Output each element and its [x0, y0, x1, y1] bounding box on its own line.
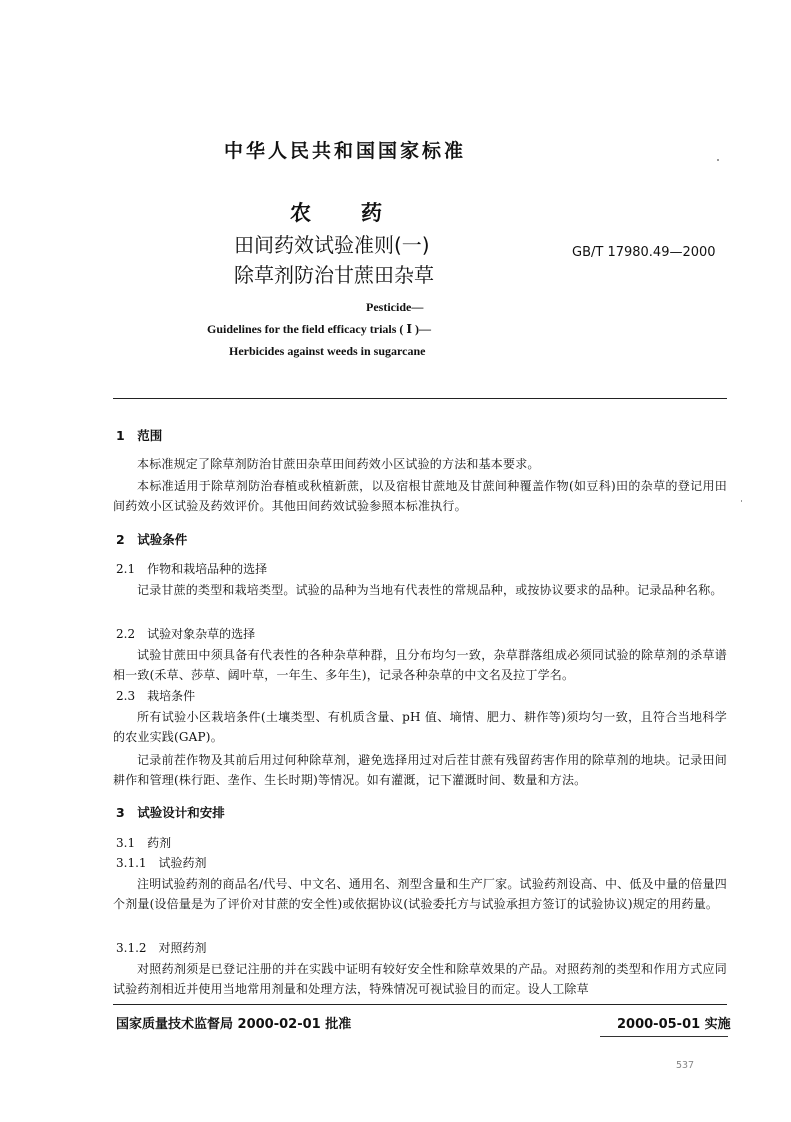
implementation-date: 2000-05-01 实施: [617, 1017, 731, 1032]
section-1-heading: 1 范围: [116, 428, 163, 443]
approval-date: 国家质量技术监督局 2000-02-01 批准: [116, 1017, 352, 1032]
section-2-1-heading: 2.1 作物和栽培品种的选择: [116, 562, 268, 576]
section-3-1-heading: 3.1 药剂: [116, 836, 172, 850]
title-char-b: 药: [361, 201, 382, 225]
section-2-heading: 2 试验条件: [116, 532, 188, 547]
section-2-3-heading: 2.3 栽培条件: [116, 689, 196, 703]
page-number: 537: [676, 1060, 695, 1071]
title-line-1: [290, 197, 382, 227]
footer-divider: [113, 1004, 727, 1005]
section-2-3-paragraph-2: 记录前茬作物及其前后用过何种除草剂，避免选择用过对后茬甘蔗有残留药害作用的除草剂的地块。记录田间耕作和管理(株行距、垄作、生长时期)等情况。如有灌溉，记下灌溉时间、数量和方法。: [113, 753, 727, 787]
section-3-1-1-heading: 3.1.1 试验药剂: [116, 856, 207, 870]
section-1-paragraph-1: 本标准规定了除草剂防治甘蔗田杂草田间药效小区试验的方法和基本要求。: [137, 457, 540, 471]
title-line-2: 田间药效试验准则(一): [234, 233, 430, 257]
title-char-a: 农: [290, 201, 311, 225]
section-3-1-2-paragraph: 对照药剂须是已登记注册的并在实践中证明有较好安全性和除草效果的产品。对照药剂的类型和作用方式应同试验药剂相近并使用当地常用剂量和处理方法，特殊情况可视试验目的而定。设人工除草: [113, 962, 727, 996]
section-3-1-2-heading: 3.1.2 对照药剂: [116, 941, 207, 955]
scan-speck: [717, 159, 719, 161]
footer-right-underline: [600, 1036, 728, 1037]
scan-speck: [741, 500, 742, 502]
section-2-2-paragraph: 试验甘蔗田中须具备有代表性的各种杂草种群，且分布均匀一致，杂草群落组成必须同试验的除草剂的杀草谱相一致(禾草、莎草、阔叶草，一年生、多年生)，记录各种杂草的中文名及拉丁学名。: [113, 648, 727, 682]
section-3-heading: 3 试验设计和安排: [116, 805, 225, 820]
header-divider: [113, 398, 727, 399]
section-1-paragraph-2: 本标准适用于除草剂防治春植或秋植新蔗，以及宿根甘蔗地及甘蔗间种覆盖作物(如豆科)田的杂草的登记用田间药效小区试验及药效评价。其他田间药效试验参照本标准执行。: [113, 479, 727, 513]
standard-code: GB/T 17980.49—2000: [572, 245, 716, 260]
section-2-3-paragraph-1: 所有试验小区栽培条件(土壤类型、有机质含量、pH 值、墒情、肥力、耕作等)须均匀一致，且符合当地科学的农业实践(GAP)。: [113, 710, 727, 744]
title-line-3: 除草剂防治甘蔗田杂草: [234, 263, 434, 287]
section-3-1-1-paragraph: 注明试验药剂的商品名/代号、中文名、通用名、剂型含量和生产厂家。试验药剂设高、中、低及中量的倍量四个剂量(设倍量是为了评价对甘蔗的安全性)或依据协议(试验委托方与试验承担方签订的试验协议)规定的用药量。: [113, 877, 727, 911]
english-title-line-3: Herbicides against weeds in sugarcane: [229, 344, 426, 358]
section-2-1-paragraph: 记录甘蔗的类型和栽培类型。试验的品种为当地有代表性的常规品种，或按协议要求的品种。记录品种名称。: [137, 583, 723, 597]
standard-type-heading: 中华人民共和国国家标准: [223, 140, 466, 162]
english-title-line-1: Pesticide—: [366, 300, 424, 314]
section-2-2-heading: 2.2 试验对象杂草的选择: [116, 627, 256, 641]
english-title-line-2: Guidelines for the field efficacy trials ( Ⅰ )—: [207, 322, 432, 336]
